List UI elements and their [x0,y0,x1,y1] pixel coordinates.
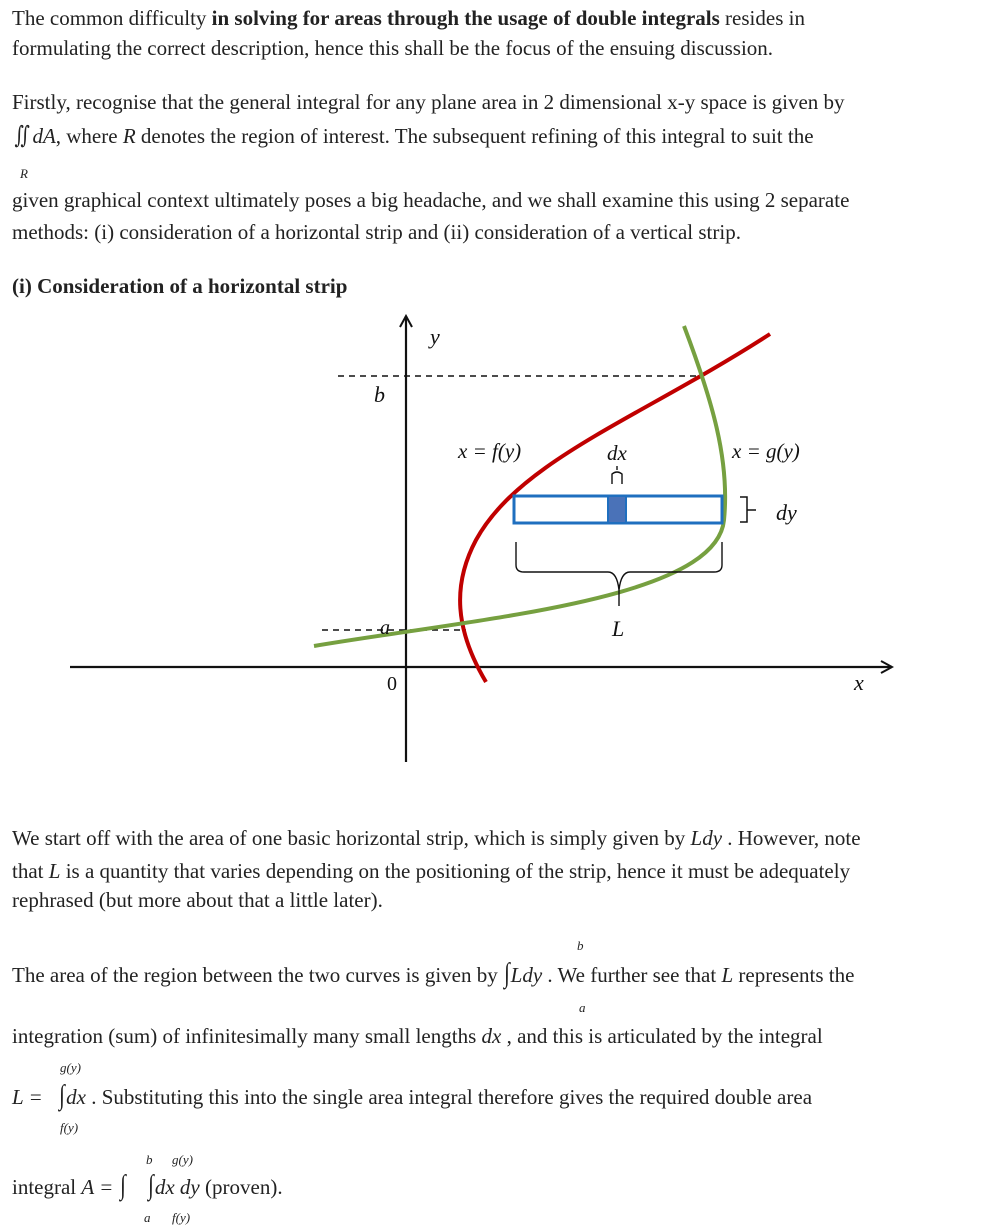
int-lower-f: f(y) [60,1120,79,1135]
proven-text: (proven). [199,1175,283,1199]
Ldy-term: Ldy [690,826,723,850]
y-axis-label: y [430,324,440,349]
integral-symbol-4: ∫ [148,1170,154,1201]
int-upper-b: b [577,938,584,953]
dx-dy-term: dx dy [154,1175,200,1199]
dy-bracket [740,497,756,522]
L-term-2: L [721,963,734,987]
para4-text-2: . We further see that [542,963,722,987]
integral-symbol-3: ∫ [119,1170,126,1201]
intro-text-2: resides in [719,6,805,30]
para3-text-2: . However, note [722,826,861,850]
dx-cell [608,496,626,523]
para4-text-1: The area of the region between the two curves is given by [12,963,503,987]
dx-term: dx [481,1024,502,1048]
para2-rest: denotes the region of interest. The subsequent refining of this integral to suit the [135,124,814,148]
dx-bracket [612,472,622,484]
para3-line-2 [12,855,1002,887]
L-equals: L = [12,1085,43,1109]
L-label: L [612,616,625,641]
A-equals: A = [81,1175,114,1199]
para2-line-3: given graphical context ultimately poses a big headache, and we shall examine this using 2 separate [12,188,850,212]
double-integral-symbol: ∬ [14,123,30,149]
a-label: a [380,617,390,639]
intro-line-2: formulating the correct description, hence this shall be the focus of the ensuing discussion. [12,36,774,60]
para3-text-1: We start off with the area of one basic horizontal strip, which is simply given by [12,826,691,850]
Ldy-term-2: Ldy [510,963,543,987]
area-figure [0,300,1007,780]
integral-symbol-2: ∫ [59,1080,66,1111]
double-int-upper-b: b [146,1152,153,1167]
para3-text-4: is a quantity that varies depending on the positioning of the strip, hence it must be adequately [60,859,851,883]
para4-text-6: . Substituting this into the single area integral therefore gives the required double area [85,1085,813,1109]
double-int-upper-g: g(y) [172,1152,193,1167]
para4-line-4 [12,1172,283,1200]
para4-text-3: represents the [733,963,855,987]
dx-label: dx [607,441,627,465]
dx-term-2: dx [66,1085,86,1109]
g-label: x = g(y) [732,439,800,463]
b-label: b [374,382,385,407]
L-brace [516,542,722,606]
f-label: x = f(y) [458,439,522,463]
double-int-lower-f: f(y) [172,1210,191,1225]
R-term: R [122,124,136,148]
region-subscript: R [20,166,28,181]
integral-symbol: ∫ [503,958,510,989]
para3-line-3: rephrased (but more about that a little later). [12,888,383,912]
para3-text-3: that [12,859,49,883]
dA-term: dA [32,124,56,148]
section-heading: (i) Consideration of a horizontal strip [12,274,348,298]
para4-line-3 [12,1082,812,1110]
para4-line-2 [12,1024,823,1049]
where-text: , where [55,124,123,148]
para4-text-5: , and this is articulated by the integral [501,1024,823,1048]
dy-label: dy [776,500,797,525]
origin-label: 0 [387,673,397,695]
para4-text-4: integration (sum) of infinitesimally many small lengths [12,1024,482,1048]
int-upper-g: g(y) [60,1060,81,1075]
paragraph-intro [12,2,1002,34]
L-term: L [48,859,61,883]
double-int-lower-a: a [144,1210,151,1225]
para3-line-1 [12,822,1002,854]
para2-line-1: Firstly, recognise that the general integral for any plane area in 2 dimensional x-y space is given by [12,90,845,114]
para2-line-4: methods: (i) consideration of a horizontal strip and (ii) consideration of a vertical strip. [12,220,741,244]
integral-word: integral [12,1175,82,1199]
intro-bold: in solving for areas through the usage of double integrals [211,6,720,30]
para4-line-1 [12,960,854,988]
x-axis-label: x [854,670,864,695]
int-lower-a: a [579,1000,586,1015]
intro-text-1: The common difficulty [12,6,212,30]
para2-line-2 [12,124,814,149]
